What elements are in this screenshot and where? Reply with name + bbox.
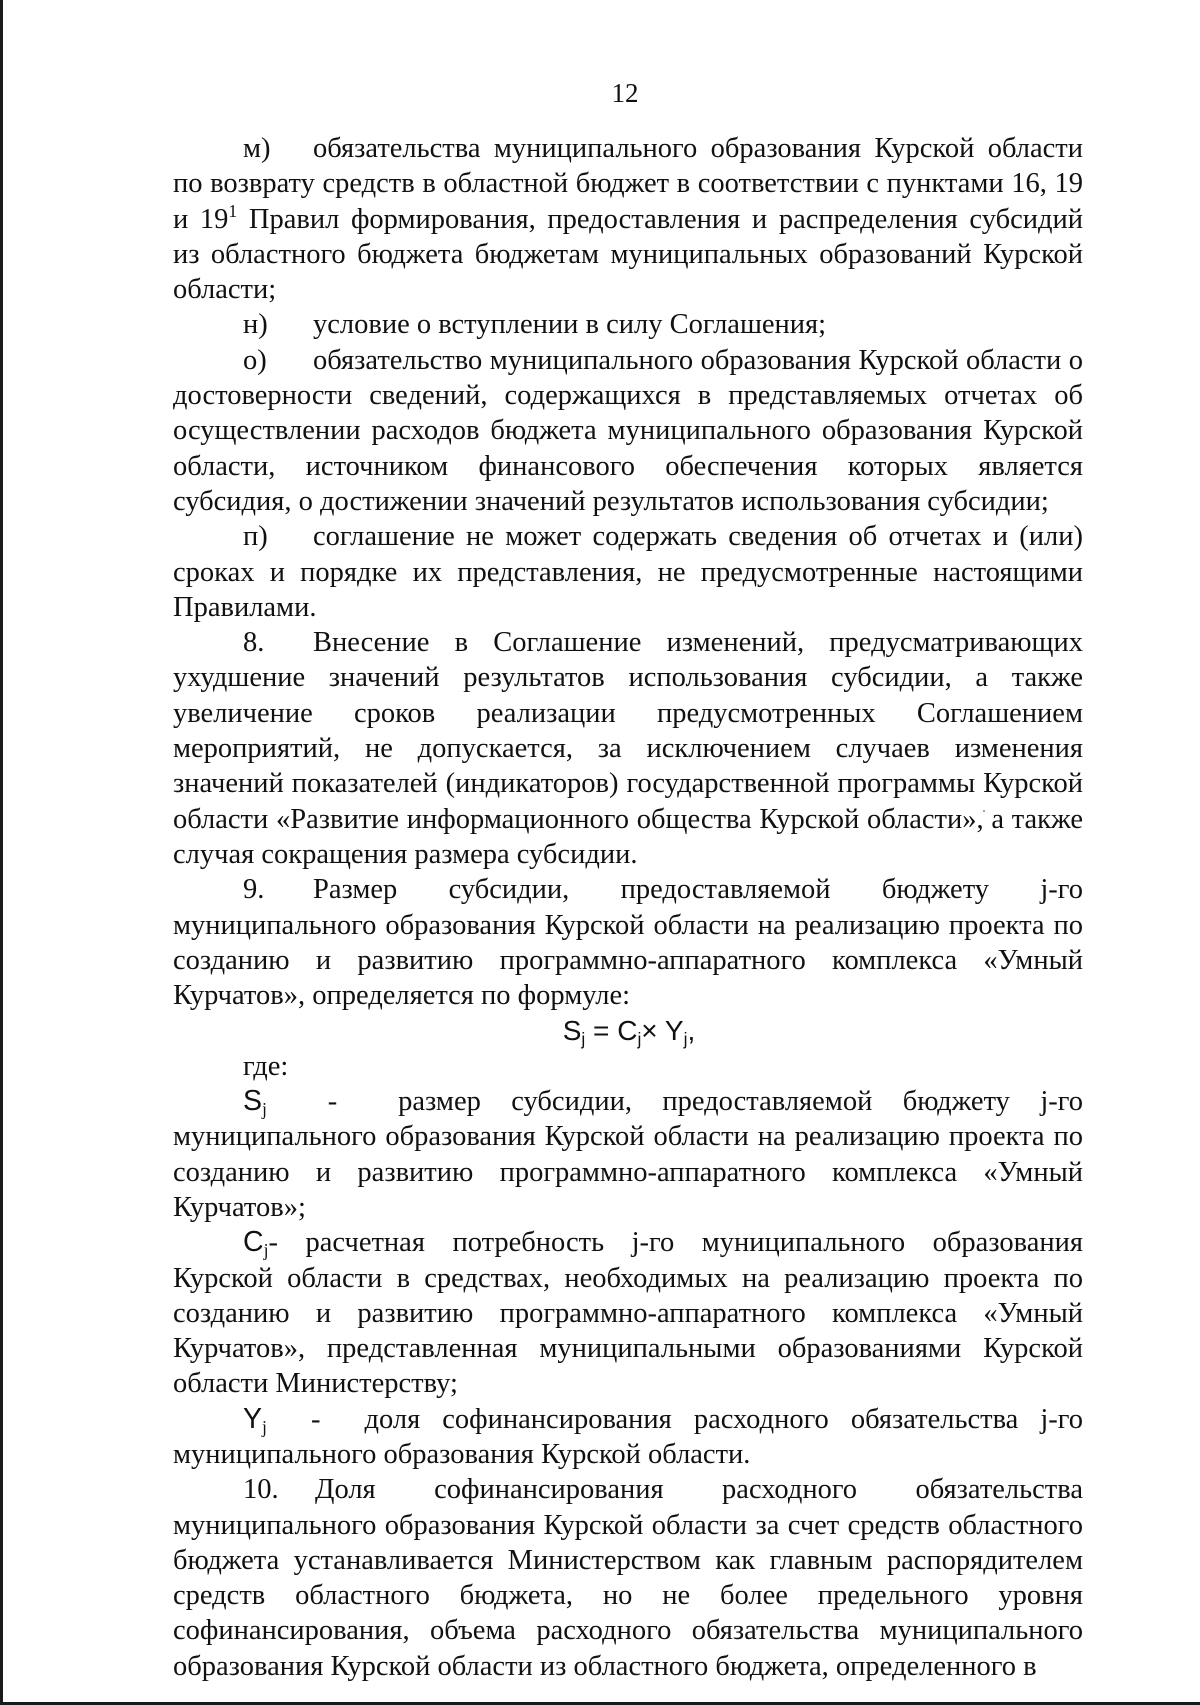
definition-s (173, 1084, 1083, 1225)
definition-y (173, 1402, 1083, 1473)
item-label: м) (243, 133, 271, 164)
definition-separator: - (266, 1086, 399, 1118)
superscript: 1 (228, 200, 238, 221)
definition-sub: j (262, 1099, 267, 1120)
item-text: условие о вступлении в силу Соглашения; (313, 309, 827, 341)
document-body (173, 131, 1083, 1684)
definition-c (173, 1225, 1083, 1401)
item-label: о) (243, 344, 267, 376)
item-text: Доля софинансирования расходного обязательства муниципального образования Курской области за счет средств областного бюджета устанавливается Министерством как главным распорядителем средств областного бюджета, но не более предельного уровня софинансирования, объема расходного обязательства муниципального образования Курской области из областного бюджета, определенного в (173, 1474, 1083, 1682)
definition-separator: - (268, 1227, 306, 1259)
definition-separator: - (266, 1403, 365, 1435)
subsidy-formula (173, 1013, 1083, 1048)
definition-text: размер субсидии, предоставляемой бюджету j-го муниципального образования Курской области на реализацию проекта по созданию и развитию программно-аппаратного комплекса «Умный Курчатов»; (173, 1086, 1083, 1223)
definition-sub: j (263, 1240, 269, 1261)
item-text-continued: Правил формирования, предоставления и распределения субсидий из областного бюджета бюджетам муниципальных образований Курской области; (173, 203, 1083, 306)
formula-sub: j (581, 1029, 586, 1050)
definition-symbol: C (243, 1226, 264, 1259)
item-o (173, 343, 1083, 519)
item-p (173, 519, 1083, 625)
formula-equals: = (585, 1015, 618, 1047)
item-label: 10. (243, 1474, 279, 1506)
formula-y: Y (664, 1015, 684, 1047)
item-label: 9. (243, 874, 265, 906)
formula-s: S (562, 1015, 582, 1047)
item-label: п) (243, 521, 268, 553)
formula-c: C (617, 1015, 638, 1047)
where-label: где: (243, 1050, 289, 1082)
item-n (173, 307, 1083, 342)
item-8 (173, 625, 1083, 872)
item-10 (173, 1472, 1083, 1684)
definition-symbol: Y (243, 1402, 263, 1435)
item-text: обязательства муниципального образования Курской области по возврату средств в областной бюджет в соответствии с пунктами 16, 19 и 19 (173, 133, 1083, 235)
formula-times: × (641, 1015, 665, 1047)
item-text: Размер субсидии, предоставляемой бюджету j-го муниципального образования Курской области на реализацию проекта по созданию и развитию программно-аппаратного комплекса «Умный Курчатов», определяется по формуле: (173, 874, 1083, 1012)
definition-text: расчетная потребность j-го муниципального образования Курской области в средствах, необходимых на реализацию проекта по созданию и развитию программно-аппаратного комплекса «Умный Курчатов», представленная муниципальными образованиями Курской области Министерству; (173, 1227, 1083, 1400)
page-number: 12 (611, 78, 639, 108)
item-text: обязательство муниципального образования Курской области о достоверности сведений, содержащихся в представляемых отчетах об осуществлении расходов бюджета муниципального образования Курской области, источником финансового обеспечения которых является субсидия, о достижении значений результатов использования субсидии; (173, 344, 1083, 517)
formula-sub: j (637, 1029, 642, 1050)
definition-symbol: S (243, 1085, 263, 1118)
item-text: соглашение не может содержать сведения об отчетах и (или) сроках и порядке их представления, не предусмотренные настоящими Правилами. (173, 521, 1083, 623)
item-text: Внесение в Соглашение изменений, предусматривающих ухудшение значений результатов использования субсидии, а также увеличение сроков реализации предусмотренных Соглашением мероприятий, не допускается, за исключением случаев изменения значений показателей (индикаторов) государственной программы Курской области «Развитие информационного общества Курской области», а также случая сокращения размера субсидии. (173, 627, 1083, 870)
scan-left-edge (0, 0, 3, 1705)
formula-comma: , (687, 1015, 696, 1047)
definition-sub: j (262, 1416, 267, 1437)
formula-sub: j (683, 1029, 688, 1050)
item-m (173, 131, 1083, 307)
item-label: н) (243, 309, 268, 341)
definition-text: доля софинансирования расходного обязательства j-го муниципального образования Курской области. (173, 1403, 1083, 1470)
item-label: 8. (243, 627, 265, 659)
item-9 (173, 872, 1083, 1013)
